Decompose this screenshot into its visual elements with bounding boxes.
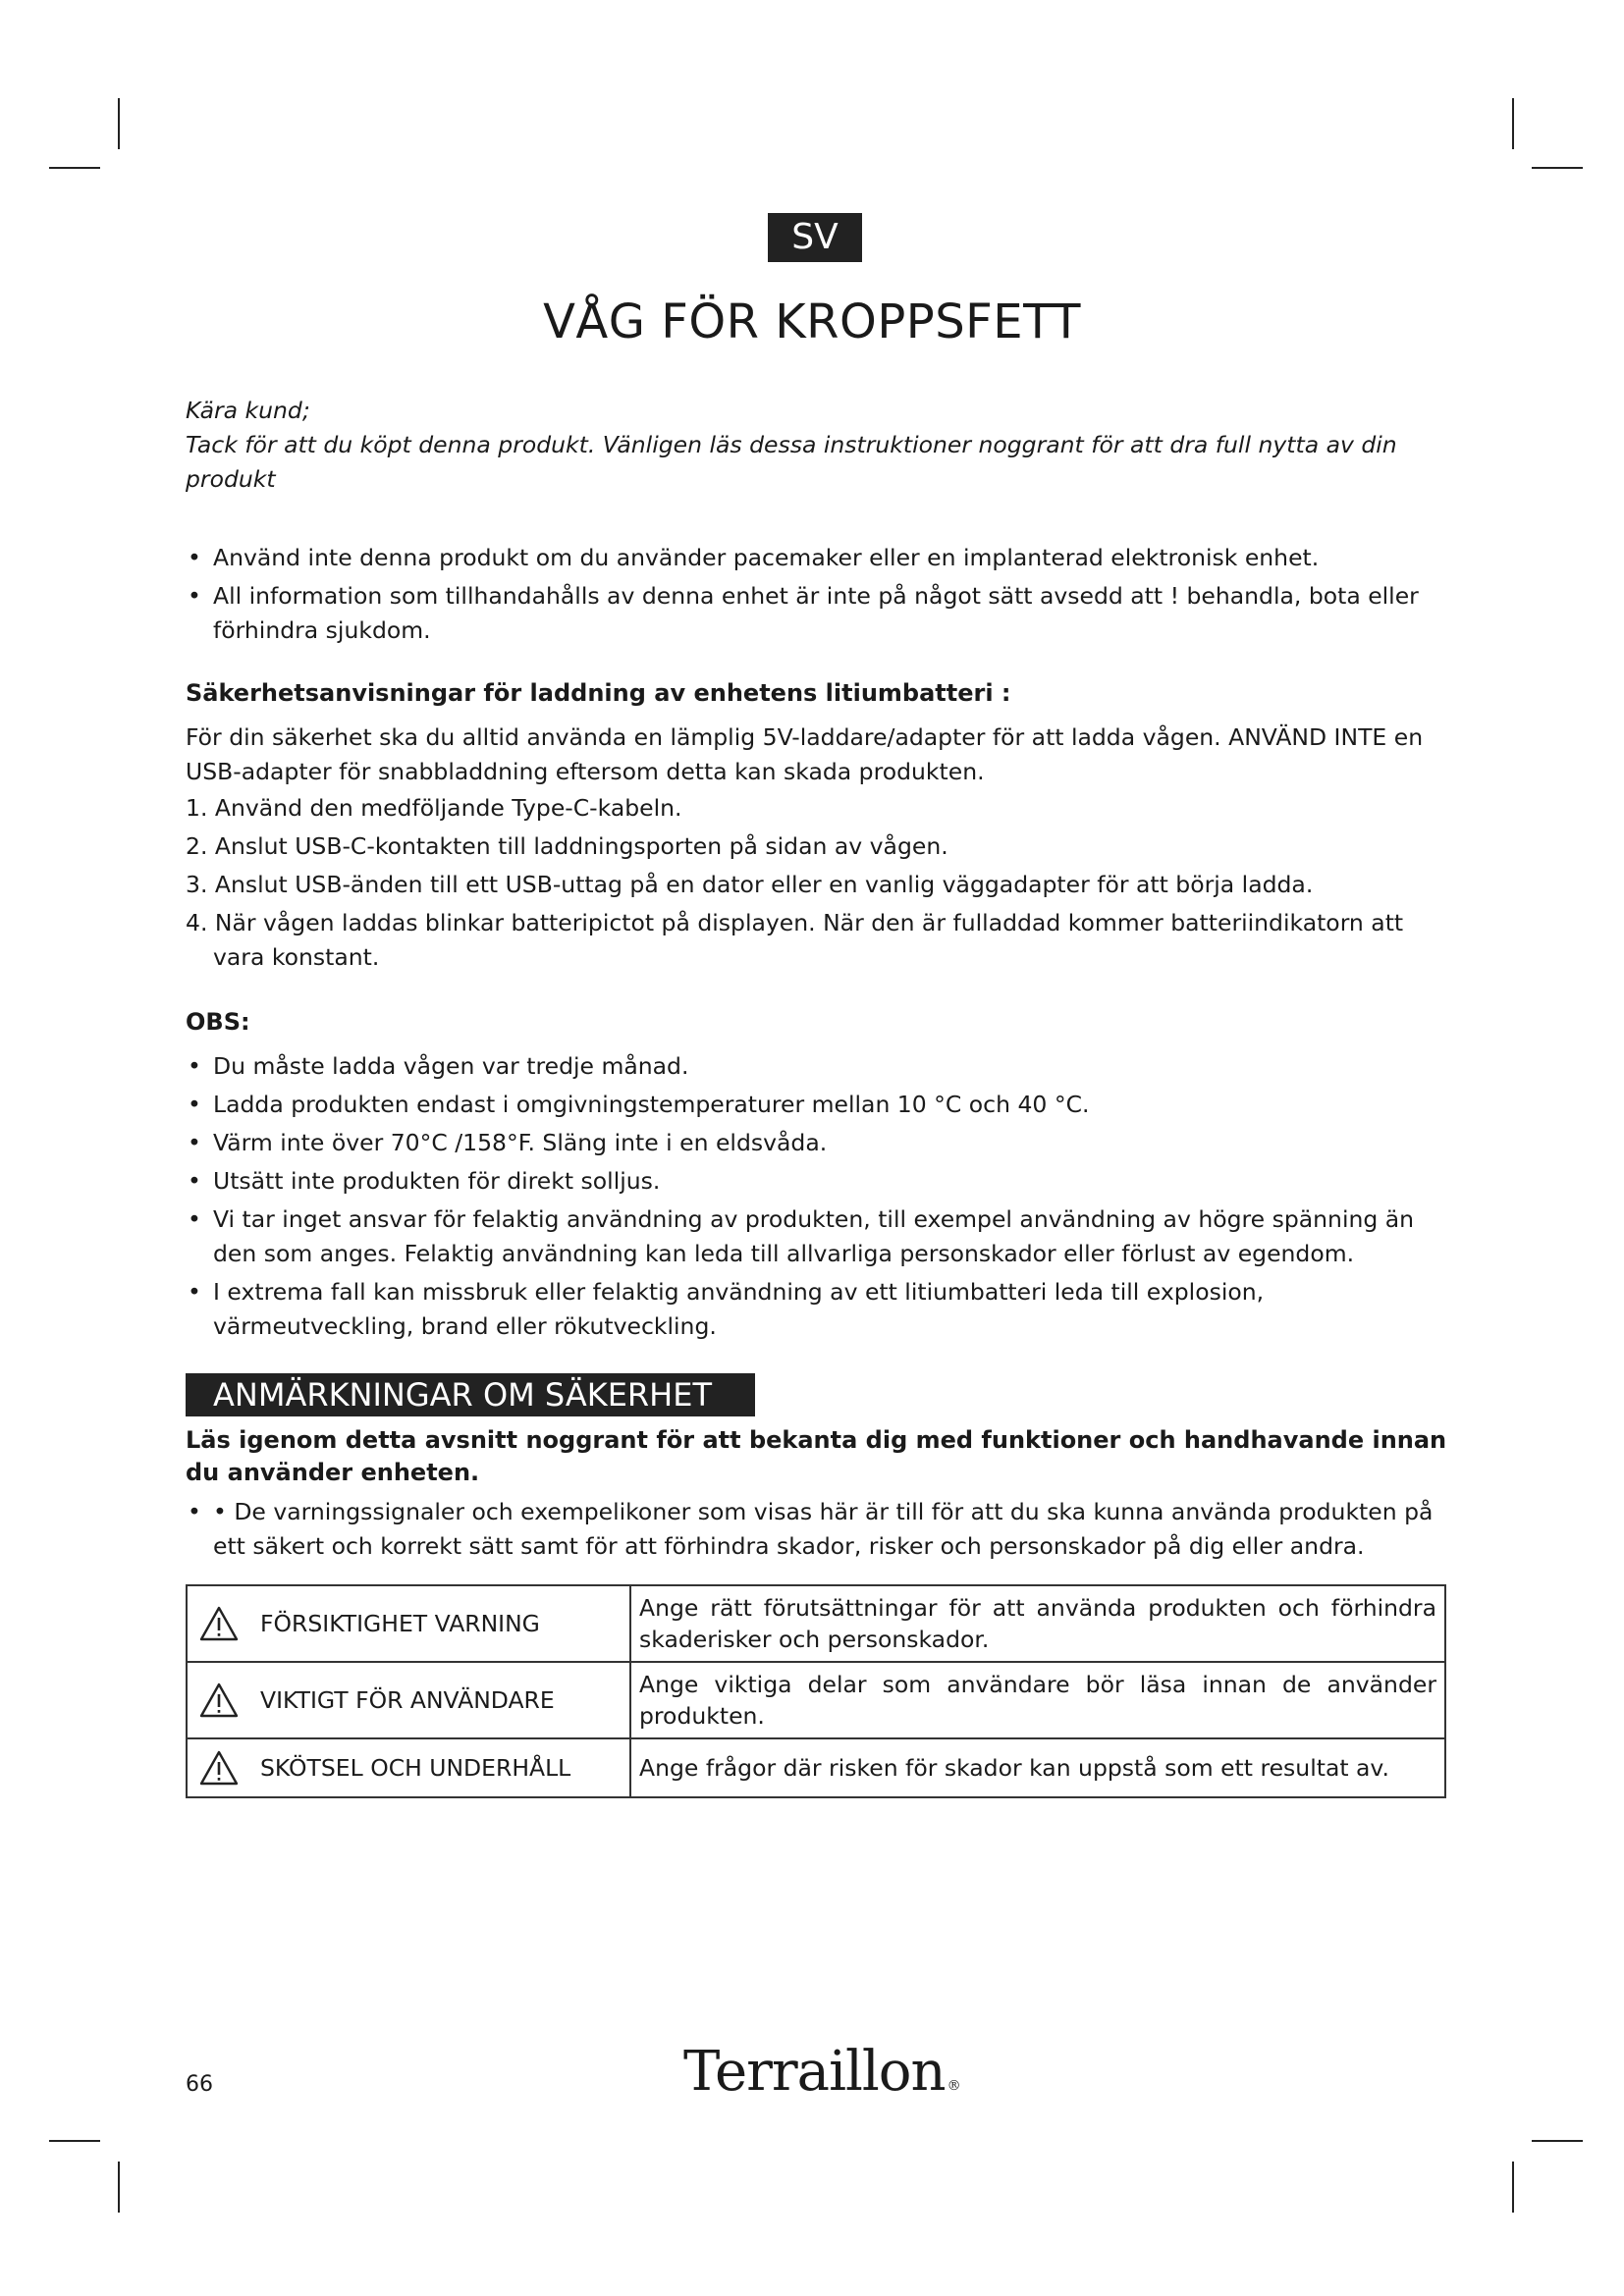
warning-triangle-icon	[199, 1606, 239, 1641]
notice-description: Ange frågor där risken för skador kan uppstå som ett resultat av.	[630, 1738, 1445, 1797]
notice-label-cell	[187, 1738, 630, 1797]
warning-triangle-icon	[199, 1750, 239, 1786]
list-item: • Ladda produkten endast i omgivningstemperaturer mellan 10 °C och 40 °C.	[186, 1088, 1452, 1122]
charging-heading: Säkerhetsanvisningar för laddning av enhetens litiumbatteri :	[186, 679, 1011, 707]
list-item: • Vi tar inget ansvar för felaktig användning av produkten, till exempel användning av högre spänning än den som anges. Felaktig användning kan leda till allvarliga personskador eller förlust av egendom.	[186, 1202, 1452, 1271]
table-row	[187, 1662, 1445, 1738]
crop-mark	[49, 2140, 100, 2142]
notice-label-cell	[187, 1662, 630, 1738]
list-item: • Utsätt inte produkten för direkt solljus.	[186, 1164, 1452, 1199]
list-item: • Du måste ladda vågen var tredje månad.	[186, 1049, 1452, 1084]
step-item: 2. Anslut USB-C-kontakten till laddningsporten på sidan av vågen.	[186, 832, 948, 860]
intro	[186, 394, 1452, 497]
warning-triangle-icon	[199, 1682, 239, 1718]
brand-logo	[683, 2040, 960, 2104]
list-item: • I extrema fall kan missbruk eller felaktig användning av ett litiumbatteri leda till explosion, värmeutveckling, brand eller rökutveckling.	[186, 1275, 1452, 1344]
crop-mark	[1532, 167, 1583, 169]
safety-heading: ANMÄRKNINGAR OM SÄKERHET	[186, 1373, 755, 1416]
list-item: • Använd inte denna produkt om du använder pacemaker eller en implanterad elektronisk enhet.	[186, 541, 1452, 575]
brand-name: Terraillon	[683, 2040, 946, 2104]
crop-mark	[1512, 98, 1514, 149]
crop-mark	[1512, 2162, 1514, 2213]
charging-section	[186, 676, 1452, 979]
table-row	[187, 1585, 1445, 1662]
crop-mark	[49, 167, 100, 169]
notice-description: Ange rätt förutsättningar för att använda produkten och förhindra skaderisker och personskador.	[630, 1585, 1445, 1662]
intro-text: Tack för att du köpt denna produkt. Vänligen läs dessa instruktioner noggrant för att dra full nytta av din produkt	[186, 431, 1397, 493]
greeting: Kära kund;	[186, 397, 310, 424]
notice-label-cell	[187, 1585, 630, 1662]
notice-label: FÖRSIKTIGHET VARNING	[260, 1610, 540, 1637]
crop-mark	[1532, 2140, 1583, 2142]
obs-section	[186, 1005, 1452, 1348]
list-item: • Värm inte över 70°C /158°F. Släng inte i en eldsvåda.	[186, 1126, 1452, 1160]
safety-intro: Läs igenom detta avsnitt noggrant för att bekanta dig med funktioner och handhavande innan du använder enheten.	[186, 1426, 1447, 1486]
notice-label: SKÖTSEL OCH UNDERHÅLL	[260, 1754, 571, 1782]
list-item: • • De varningssignaler och exempelikoner som visas här är till för att du ska kunna använda produkten på ett säkert och korrekt sätt samt för att förhindra skador, risker och personskador på dig eller andra.	[186, 1495, 1452, 1564]
page-title: VÅG FÖR KROPPSFETT	[543, 294, 1081, 349]
language-badge: SV	[768, 213, 862, 262]
notice-label: VIKTIGT FÖR ANVÄNDARE	[260, 1686, 555, 1714]
crop-mark	[118, 2162, 120, 2213]
safety-section	[186, 1373, 1452, 1568]
step-item: 1. Använd den medföljande Type-C-kabeln.	[186, 794, 682, 822]
registered-mark: ®	[947, 2078, 960, 2094]
table-row	[187, 1738, 1445, 1797]
warning-list	[186, 541, 1452, 652]
notice-description: Ange viktiga delar som användare bör läsa innan de använder produkten.	[630, 1662, 1445, 1738]
step-item: 3. Anslut USB-änden till ett USB-uttag på en dator eller en vanlig väggadapter för att börja ladda.	[186, 871, 1314, 898]
charging-intro: För din säkerhet ska du alltid använda en lämplig 5V-laddare/adapter för att ladda vågen. ANVÄND INTE en USB-adapter för snabbladdning eftersom detta kan skada produkten.	[186, 723, 1424, 785]
crop-mark	[118, 98, 120, 149]
page-number: 66	[186, 2072, 213, 2097]
list-item: • All information som tillhandahålls av denna enhet är inte på något sätt avsedd att ! behandla, bota eller förhindra sjukdom.	[186, 579, 1452, 648]
safety-notice-table	[186, 1584, 1446, 1798]
obs-heading: OBS:	[186, 1008, 250, 1036]
step-item: 4. När vågen laddas blinkar batteripictot på displayen. När den är fulladdad kommer batteriindikatorn att vara konstant.	[186, 909, 1404, 971]
